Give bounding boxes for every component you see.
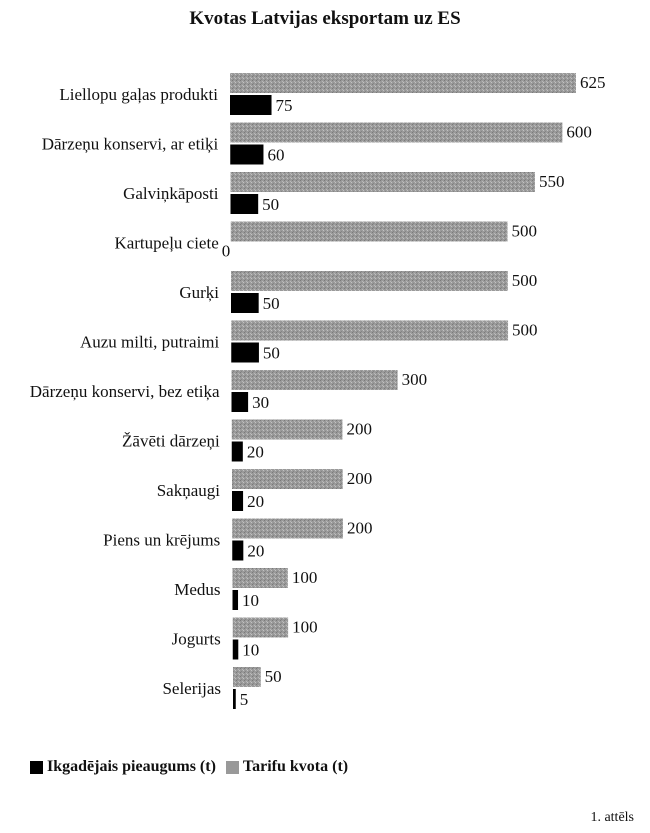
growth-value-cat-12: 5 — [239, 690, 249, 709]
category-label-cat-0: Liellopu gaļas produkti — [59, 85, 218, 104]
quota-value-cat-4: 500 — [511, 271, 538, 290]
quota-value-cat-8: 200 — [346, 469, 373, 488]
quota-value-cat-5: 500 — [512, 320, 538, 340]
quota-bar-cat-8 — [232, 469, 343, 489]
category-label-cat-4: Gurķi — [179, 283, 219, 302]
quota-bar-cat-11 — [233, 618, 288, 638]
category-label-cat-3: Kartupeļu ciete — [114, 233, 219, 253]
growth-value-cat-11: 10 — [242, 640, 260, 660]
legend-label-growth: Ikgadējais pieaugums (t) — [47, 758, 216, 775]
quota-bar-cat-9 — [232, 519, 343, 539]
category-label-cat-6: Dārzeņu konservi, bez etiķa — [29, 382, 220, 401]
quota-bar-cat-0 — [230, 73, 576, 93]
growth-value-cat-3: 0 — [221, 241, 231, 261]
growth-value-cat-10: 10 — [242, 591, 260, 610]
growth-value-cat-0: 75 — [275, 96, 293, 115]
quota-bar-cat-2 — [231, 172, 535, 192]
quota-value-cat-10: 100 — [291, 568, 318, 587]
growth-value-cat-6: 30 — [252, 393, 270, 412]
growth-value-cat-4: 50 — [262, 294, 280, 313]
growth-bar-cat-7 — [232, 442, 243, 462]
quota-bar-cat-1 — [230, 123, 562, 143]
category-label-cat-1: Dārzeņu konservi, ar etiķi — [41, 134, 219, 154]
quota-value-cat-2: 550 — [538, 172, 565, 191]
category-label-cat-10: Medus — [174, 580, 221, 599]
legend-swatch-quota — [226, 761, 239, 774]
quota-value-cat-7: 200 — [346, 419, 372, 439]
chart-title: Kvotas Latvijas eksportam uz ES — [189, 8, 461, 29]
category-label-cat-12: Selerijas — [162, 679, 221, 698]
quota-bar-cat-12 — [233, 667, 261, 687]
growth-bar-cat-12 — [233, 689, 236, 709]
quota-value-cat-12: 50 — [264, 667, 282, 686]
quota-bar-cat-6 — [232, 370, 398, 390]
growth-value-cat-2: 50 — [262, 195, 280, 214]
growth-bar-cat-9 — [232, 541, 243, 561]
legend-swatch-growth — [30, 761, 43, 774]
quota-value-cat-6: 300 — [401, 370, 428, 389]
growth-bar-cat-6 — [232, 392, 249, 412]
growth-value-cat-8: 20 — [247, 492, 265, 511]
category-label-cat-7: Žāvēti dārzeņi — [122, 431, 220, 451]
category-label-cat-2: Galviņkāposti — [123, 184, 219, 203]
growth-value-cat-9: 20 — [247, 541, 265, 561]
growth-bar-cat-2 — [231, 194, 259, 214]
quota-value-cat-0: 625 — [580, 73, 606, 92]
quota-value-cat-11: 100 — [292, 617, 318, 637]
growth-bar-cat-1 — [230, 145, 263, 165]
growth-value-cat-1: 60 — [267, 145, 285, 165]
growth-value-cat-5: 50 — [262, 343, 280, 363]
quota-bar-cat-10 — [233, 568, 288, 588]
growth-value-cat-7: 20 — [246, 442, 264, 462]
category-label-cat-8: Sakņaugi — [156, 481, 220, 500]
legend-label-quota: Tarifu kvota (t) — [242, 758, 349, 775]
quota-value-cat-9: 200 — [346, 518, 373, 538]
category-label-cat-11: Jogurts — [171, 629, 221, 649]
category-label-cat-9: Piens un krējums — [103, 530, 221, 550]
category-label-cat-5: Auzu milti, putraimi — [79, 332, 220, 352]
quota-bar-cat-4 — [231, 271, 508, 291]
growth-bar-cat-11 — [233, 640, 239, 660]
growth-bar-cat-8 — [232, 491, 243, 511]
growth-bar-cat-4 — [231, 293, 259, 313]
figure-caption: 1. attēls — [590, 810, 634, 825]
quota-bar-cat-3 — [231, 222, 508, 242]
quota-value-cat-3: 500 — [511, 221, 538, 241]
quota-bar-cat-7 — [232, 420, 343, 440]
growth-bar-cat-0 — [230, 95, 272, 115]
quota-value-cat-1: 600 — [566, 122, 592, 142]
growth-bar-cat-5 — [231, 343, 259, 363]
growth-bar-cat-10 — [233, 590, 239, 610]
chart-legend — [30, 758, 348, 776]
quota-bar-cat-5 — [231, 321, 508, 341]
